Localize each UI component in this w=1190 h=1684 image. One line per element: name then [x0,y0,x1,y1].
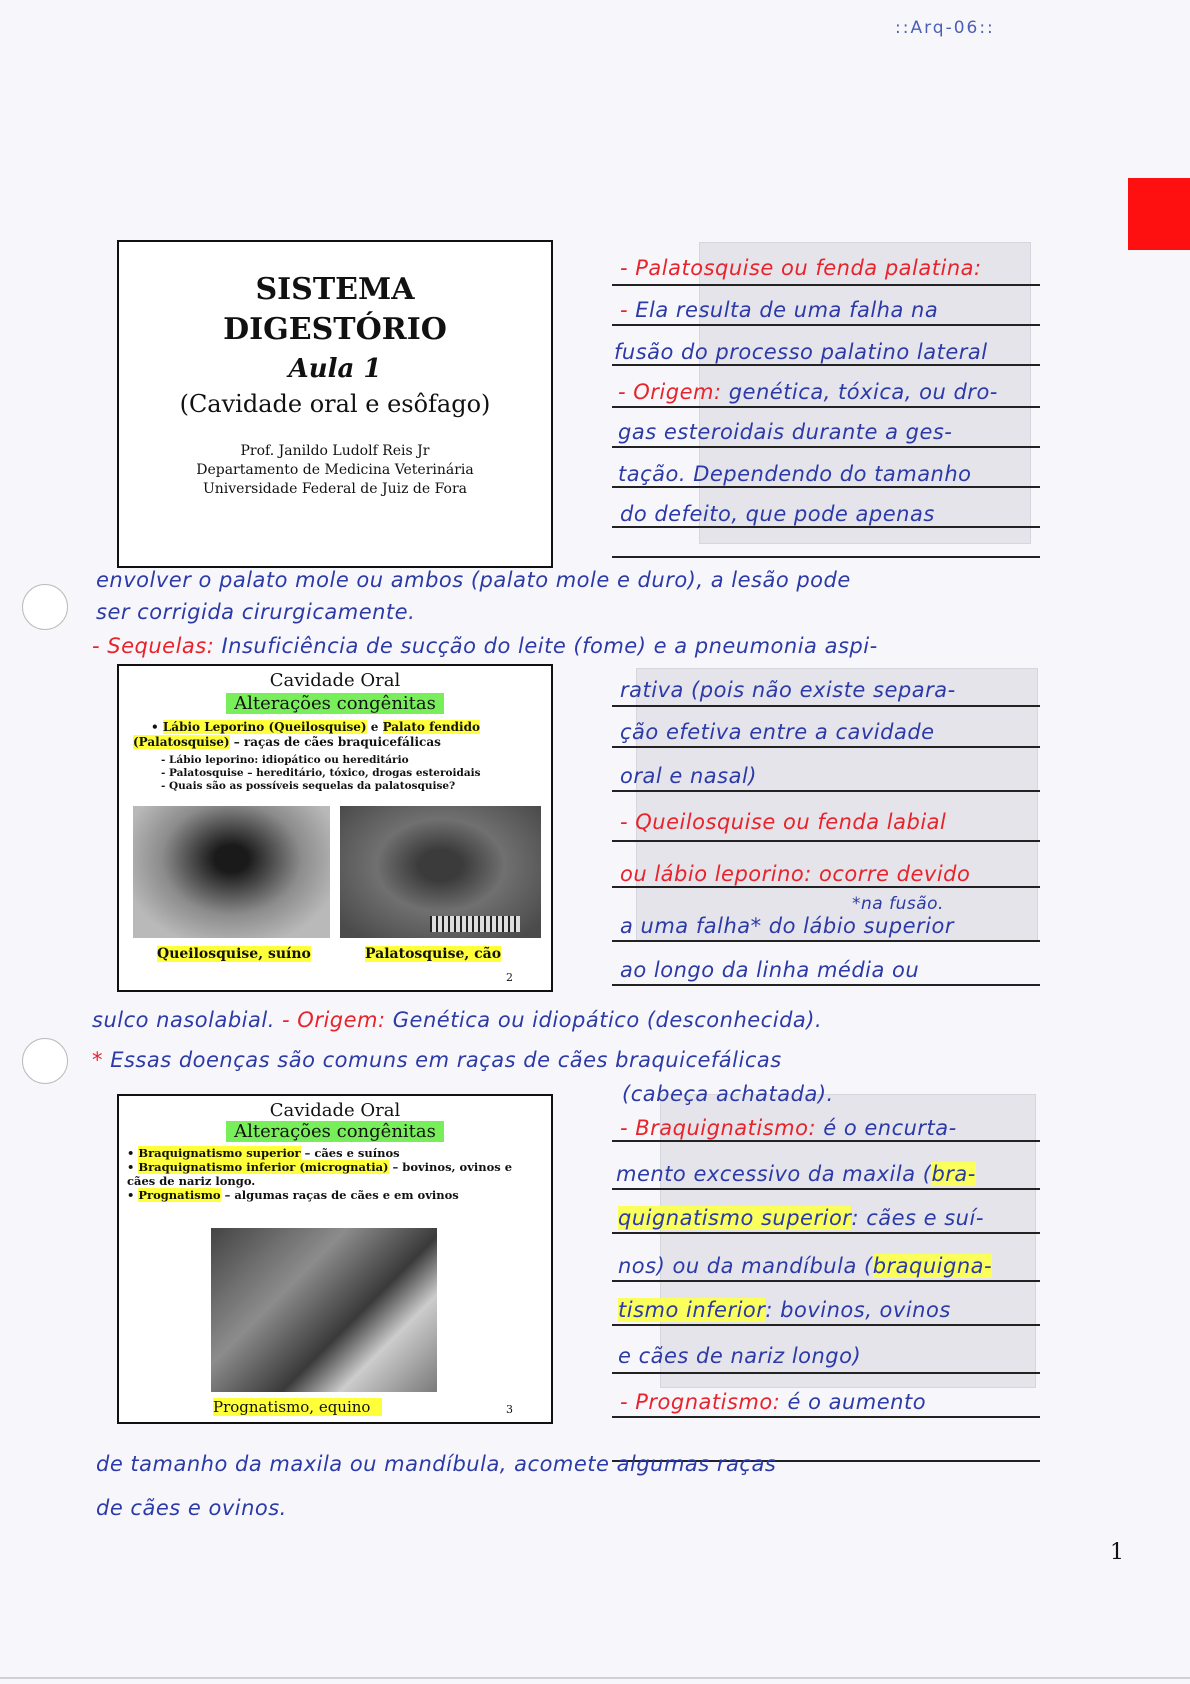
caption-right: Palatosquise, cão [365,946,502,962]
punch-hole-icon [22,584,68,630]
caption: Prognatismo, equino [213,1398,382,1416]
note-line: tação. Dependendo do tamanho [618,462,972,486]
bullet-label: Braquignatismo inferior (micrognatia) [138,1160,389,1174]
slide-topic: (Cavidade oral e esôfago) [179,390,491,418]
slide-number: 2 [506,971,513,984]
slide-author: Prof. Janildo Ludolf Reis Jr [240,443,430,459]
note-line: e cães de nariz longo) [618,1344,862,1368]
note-line: fusão do processo palatino lateral [614,340,988,364]
slide-department: Departamento de Medicina Veterinária [196,462,474,478]
note-line: ao longo da linha média ou [620,958,920,982]
bullet-label: Lábio Leporino (Queilosquise) [162,720,367,734]
note-line: ser corrigida cirurgicamente. [96,600,416,624]
note-line: de cães e ovinos. [96,1496,287,1520]
bullet-label: Palato fendido [382,720,480,734]
page-edge [0,1677,1190,1679]
photo-horse-prognathism [211,1228,437,1392]
bullet-text: – cães e suínos [300,1146,400,1160]
note-line: - Queilosquise ou fenda labial [620,810,947,834]
slide-university: Universidade Federal de Juiz de Fora [202,481,468,497]
note-line: nos) ou da mandíbula (braquigna- [618,1254,993,1278]
sub-bullet: - Lábio leporino: idiopático ou hereditário [161,754,409,766]
slide-number: 3 [506,1403,513,1416]
slide-title-line1: SISTEMA [255,272,415,307]
bullet-label: Braquignatismo superior [138,1146,301,1160]
bullet-label: Prognatismo [138,1188,221,1202]
note-line: - Prognatismo: é o aumento [620,1390,927,1414]
slide-section: Alterações congênitas [226,693,444,714]
note-line: - Origem: genética, tóxica, ou dro- [618,380,998,404]
slide-bullet: • Lábio Leporino (Queilosquise) e Palato fendido (Palatosquise) – raças de cães braquicefálicas [133,720,480,749]
slide-title [117,240,553,568]
note-line: quignatismo superior: cães e suí- [618,1206,984,1230]
bullet-label: (Palatosquise) [133,735,230,749]
red-page-tab [1128,178,1190,250]
slide-subtitle: Aula 1 [288,354,382,384]
note-line: oral e nasal) [620,764,757,788]
note-line: envolver o palato mole ou ambos (palato mole e duro), a lesão pode [96,568,851,592]
page-number: 1 [1110,1540,1124,1565]
photo-pig-cleft-lip [133,806,330,938]
page-tag: ::Arq-06:: [895,18,995,38]
note-line: a uma falha* do lábio superior [620,914,954,938]
note-line: * Essas doenças são comuns em raças de cães braquicefálicas [92,1048,782,1072]
slide-header: Cavidade Oral [269,670,401,691]
note-line: ou lábio leporino: ocorre devido [620,862,971,886]
caption-left: Queilosquise, suíno [157,946,311,962]
bullet-text: – algumas raças de cães e em ovinos [220,1188,459,1202]
slide-header: Cavidade Oral [269,1100,401,1121]
note-line: - Braquignatismo: é o encurta- [620,1116,957,1140]
punch-hole-icon [22,1038,68,1084]
note-line: mento excessivo da maxila (bra- [616,1162,976,1186]
show-through-image [636,668,1038,942]
bullet-join: e [366,720,383,734]
note-line: de tamanho da maxila ou mandíbula, acomete algumas raças [96,1452,777,1476]
note-line: - Palatosquise ou fenda palatina: [620,256,982,280]
slide-section: Alterações congênitas [226,1121,444,1142]
note-line: gas esteroidais durante a ges- [618,420,953,444]
slide-title-line2: DIGESTÓRIO [223,312,447,347]
sub-bullet: - Quais são as possíveis sequelas da palatosquise? [161,780,456,792]
note-insert: *na fusão. [852,894,944,914]
note-line: do defeito, que pode apenas [620,502,935,526]
slide-congenital-1 [117,664,553,992]
bullet-text: – raças de cães braquicefálicas [229,735,441,749]
note-line: rativa (pois não existe separa- [620,678,956,702]
ruler-icon [430,916,520,932]
note-line: (cabeça achatada). [622,1082,834,1106]
slide-congenital-2: Cavidade Oral Alterações congênitas • Braquignatismo superior – cães e suínos • Braquignatismo inferior (micrognatia) – bovinos, ovinos e cães de nariz longo. • Prognatismo – algumas raças de cães e em ovinos Prognatismo, equino 3 [117,1094,553,1424]
bullet-text: – bovinos, ovinos e cães de nariz longo. [127,1160,513,1188]
note-line: tismo inferior: bovinos, ovinos [618,1298,951,1322]
sub-bullet: - Palatosquise – hereditário, tóxico, drogas esteroidais [161,767,481,779]
photo-dog-cleft-palate [340,806,541,938]
note-line: - Sequelas: Insuficiência de sucção do leite (fome) e a pneumonia aspi- [92,634,878,658]
note-line: - Ela resulta de uma falha na [620,298,939,322]
note-line: ção efetiva entre a cavidade [620,720,935,744]
note-line: sulco nasolabial. - Origem: Genética ou idiopático (desconhecida). [92,1008,823,1032]
